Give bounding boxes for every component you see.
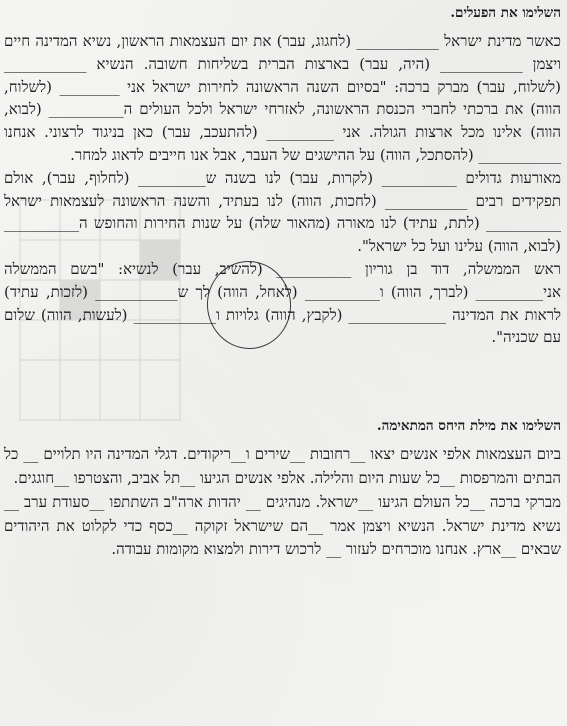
- exercise-verbs-title: השלימו את הפעלים.: [450, 5, 561, 21]
- worksheet: [4, 2, 561, 562]
- exercise-prepositions-paragraph-2: מברקי ברכה __כל העולם הגיעו __ישראל. מנהיגים __ יהדות ארה"ב השתתפו __סעודת ערב __ נשיא מדינת ישראל. הנשיא ויצמן אמר __הם שישראל זקוקה __כסף כדי לקלוט את היהודים שבאים __ארץ. אנחנו מוכרחים לעזור __ לרכוש דירות ולמצוא מקומות עבודה.: [4, 492, 561, 559]
- exercise-verbs-paragraph-2: מאורעות גדולים __________ (לקרות, עבר) לנו בשנה ש_________ (לחלוף, עבר), אולם תפקידים רבים ___________ (לחכות, הווה) לנו בעתיד, והשנה הראשונה לעצמאות ישראל __________ (לתת, עתיד) לנו מאורה (מהאור שלה) על שנות החירות והחופש ה__________ (לבוא, הווה) עלינו ועל כל ישראל".: [4, 168, 561, 256]
- exercise-prepositions-paragraph-1: ביום העצמאות אלפי אנשים יצאו __רחובות __שירים ו__ריקודים. דגלי המדינה היו תלויים __ כל הבתים והמרפסות __כל שעות היום והלילה. אלפי אנשים הגיעו __תל אביב, והצטרפו __חוגגים.: [4, 445, 561, 487]
- exercise-verbs-paragraph-3: ראש הממשלה, דוד בן גוריון __________ (להשיב, עבר) לנשיא: "בשם הממשלה אני_________ (לברך, הווה) ו__________ (לאחל, הווה) לך ש___________ (לזכות, עתיד) לראות את המדינה _____________ (לקבץ, הווה) גלויות ו___________ (לעשות, הווה) שלום עם שכניה".: [4, 259, 561, 347]
- exercise-verbs-paragraph-1: כאשר מדינת ישראל ___________ (לחגוג, עבר) את יום העצמאות הראשון, נשיא המדינה חיים ויצמן ___________ (היה, עבר) בארצות הברית בשליחות חשובה. הנשיא ___________ (לשלוח, עבר) מברק ברכה: "בסיום השנה הראשונה לחירות ישראל אני ________ (לשלוח, הווה) את ברכתי לחברי הכנסת הראשונה, לאזרחי ישראל ולכל העולים ה__________ (לבוא, הווה) אלינו מכל ארצות הגולה. אני _________ (להתעכב, עבר) כאן בניגוד לרצוני. אנחנו ___________ (להסתכל, הווה) על ההישגים של העבר, אבל אנו חייבים לדאוג למחר.: [4, 32, 561, 164]
- exercise-prepositions: [4, 415, 561, 562]
- exercise-prepositions-title: השלימו את מילת היחס המתאימה.: [376, 418, 561, 435]
- exercise-verbs: [4, 2, 561, 349]
- spacer: [4, 349, 561, 415]
